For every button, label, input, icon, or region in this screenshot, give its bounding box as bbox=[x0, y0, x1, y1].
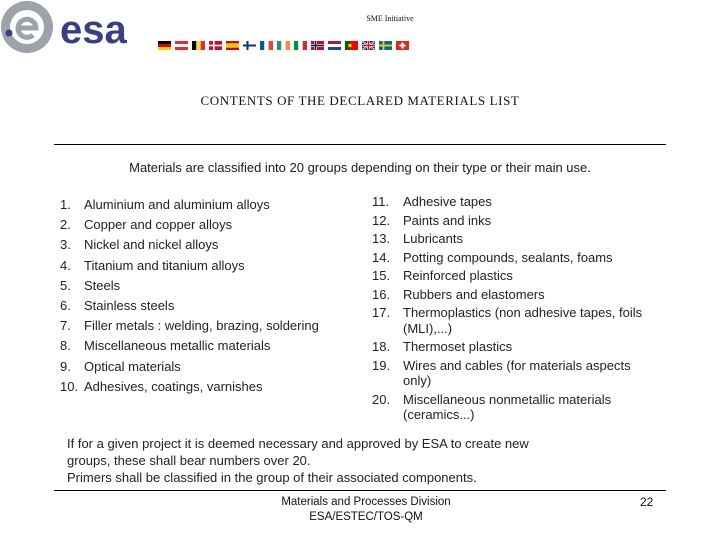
flag-finland-icon bbox=[243, 41, 256, 50]
tagline: SME Initiative bbox=[366, 14, 414, 23]
flag-netherlands-icon bbox=[328, 41, 341, 50]
item-text: Wires and cables (for materials aspects only) bbox=[403, 357, 631, 388]
item-number: 17. bbox=[372, 305, 391, 320]
flag-ireland-icon bbox=[277, 41, 290, 50]
list-item bbox=[372, 358, 662, 389]
item-text: Adhesive tapes bbox=[403, 194, 492, 209]
note-line: Primers shall be classified in the group of their associated components. bbox=[67, 470, 477, 485]
item-text: Paints and inks bbox=[403, 212, 492, 228]
item-number: 10. bbox=[60, 378, 79, 394]
item-number: 3. bbox=[60, 237, 71, 253]
item-number: 11. bbox=[372, 194, 390, 209]
item-text: Miscellaneous metallic materials bbox=[84, 338, 271, 354]
list-item bbox=[60, 276, 319, 296]
item-number: 20. bbox=[372, 391, 391, 407]
flag-belgium-icon bbox=[192, 41, 205, 50]
list-item bbox=[372, 287, 662, 303]
flag-france-icon bbox=[260, 41, 273, 50]
slide-title: CONTENTS OF THE DECLARED MATERIALS LIST bbox=[200, 93, 520, 108]
item-text: Stainless steels bbox=[84, 298, 175, 314]
item-number: 8. bbox=[60, 338, 71, 354]
flag-strip bbox=[158, 41, 409, 50]
flag-denmark-icon bbox=[209, 41, 222, 50]
item-text: Adhesives, coatings, varnishes bbox=[84, 378, 263, 394]
top-divider bbox=[54, 144, 666, 145]
list-item bbox=[372, 250, 662, 266]
item-number: 2. bbox=[60, 217, 71, 233]
list-item bbox=[372, 194, 662, 210]
flag-united-kingdom-icon bbox=[362, 41, 375, 50]
item-text: Rubbers and elastomers bbox=[403, 286, 545, 302]
item-text: Filler metals : welding, brazing, soldering bbox=[84, 318, 319, 334]
item-number: 7. bbox=[60, 318, 71, 334]
item-text: Reinforced plastics bbox=[403, 268, 513, 283]
item-number: 14. bbox=[372, 249, 391, 265]
item-text: Potting compounds, sealants, foams bbox=[403, 249, 613, 265]
item-text: Copper and copper alloys bbox=[84, 217, 233, 233]
flag-spain-icon bbox=[226, 41, 239, 50]
note-line: If for a given project it is deemed necessary and approved by ESA to create new bbox=[67, 436, 529, 451]
footer-division: Materials and Processes Division bbox=[281, 496, 451, 508]
flag-austria-icon bbox=[175, 41, 188, 50]
item-text: Lubricants bbox=[403, 231, 463, 246]
item-number: 1. bbox=[60, 197, 71, 212]
item-number: 9. bbox=[60, 358, 71, 374]
item-number: 18. bbox=[372, 339, 391, 354]
bottom-divider bbox=[54, 490, 666, 491]
list-item bbox=[60, 195, 319, 215]
materials-list-left bbox=[60, 195, 319, 397]
flag-sweden-icon bbox=[379, 41, 392, 50]
list-item bbox=[60, 296, 319, 316]
logo-dot bbox=[6, 30, 13, 37]
item-text: Titanium and titanium alloys bbox=[84, 257, 245, 273]
item-text: Nickel and nickel alloys bbox=[84, 237, 219, 253]
list-item bbox=[60, 235, 319, 255]
list-item bbox=[60, 215, 319, 235]
item-number: 15. bbox=[372, 268, 391, 283]
item-text: Thermoplastics (non adhesive tapes, foils (MLI),...) bbox=[403, 305, 643, 336]
list-item bbox=[372, 392, 662, 423]
item-text: Steels bbox=[84, 277, 121, 293]
esa-logo bbox=[0, 0, 160, 56]
flag-switzerland-icon bbox=[396, 41, 409, 50]
item-text: Aluminium and aluminium alloys bbox=[84, 197, 270, 212]
list-item bbox=[60, 316, 319, 336]
item-text: Thermoset plastics bbox=[403, 339, 513, 354]
list-item bbox=[372, 305, 662, 336]
list-item bbox=[372, 231, 662, 247]
note-line: groups, these shall bear numbers over 20. bbox=[67, 453, 311, 468]
footer bbox=[236, 495, 496, 525]
flag-portugal-icon bbox=[345, 41, 358, 50]
item-number: 6. bbox=[60, 298, 71, 314]
list-item bbox=[60, 256, 319, 276]
item-number: 12. bbox=[372, 212, 391, 228]
flag-norway-icon bbox=[311, 41, 324, 50]
page-number: 22 bbox=[640, 495, 654, 509]
item-number: 4. bbox=[60, 257, 71, 273]
item-number: 13. bbox=[372, 231, 391, 246]
item-number: 19. bbox=[372, 357, 391, 373]
list-item bbox=[60, 377, 319, 397]
list-item bbox=[372, 213, 662, 229]
intro-text: Materials are classified into 20 groups depending on their type or their main use. bbox=[129, 160, 591, 175]
list-item bbox=[372, 339, 662, 355]
flag-germany-icon bbox=[158, 41, 171, 50]
list-item bbox=[60, 336, 319, 356]
item-number: 16. bbox=[372, 286, 391, 302]
flag-italy-icon bbox=[294, 41, 307, 50]
materials-list-right bbox=[372, 194, 662, 426]
item-text: Optical materials bbox=[84, 358, 181, 374]
item-number: 5. bbox=[60, 277, 71, 293]
note-paragraph bbox=[67, 435, 647, 486]
list-item bbox=[60, 357, 319, 377]
logo-wordmark: esa bbox=[60, 8, 127, 52]
item-text: Miscellaneous nonmetallic materials (ceramics...) bbox=[403, 391, 612, 422]
list-item bbox=[372, 268, 662, 284]
footer-org-code: ESA/ESTEC/TOS-QM bbox=[309, 511, 423, 523]
